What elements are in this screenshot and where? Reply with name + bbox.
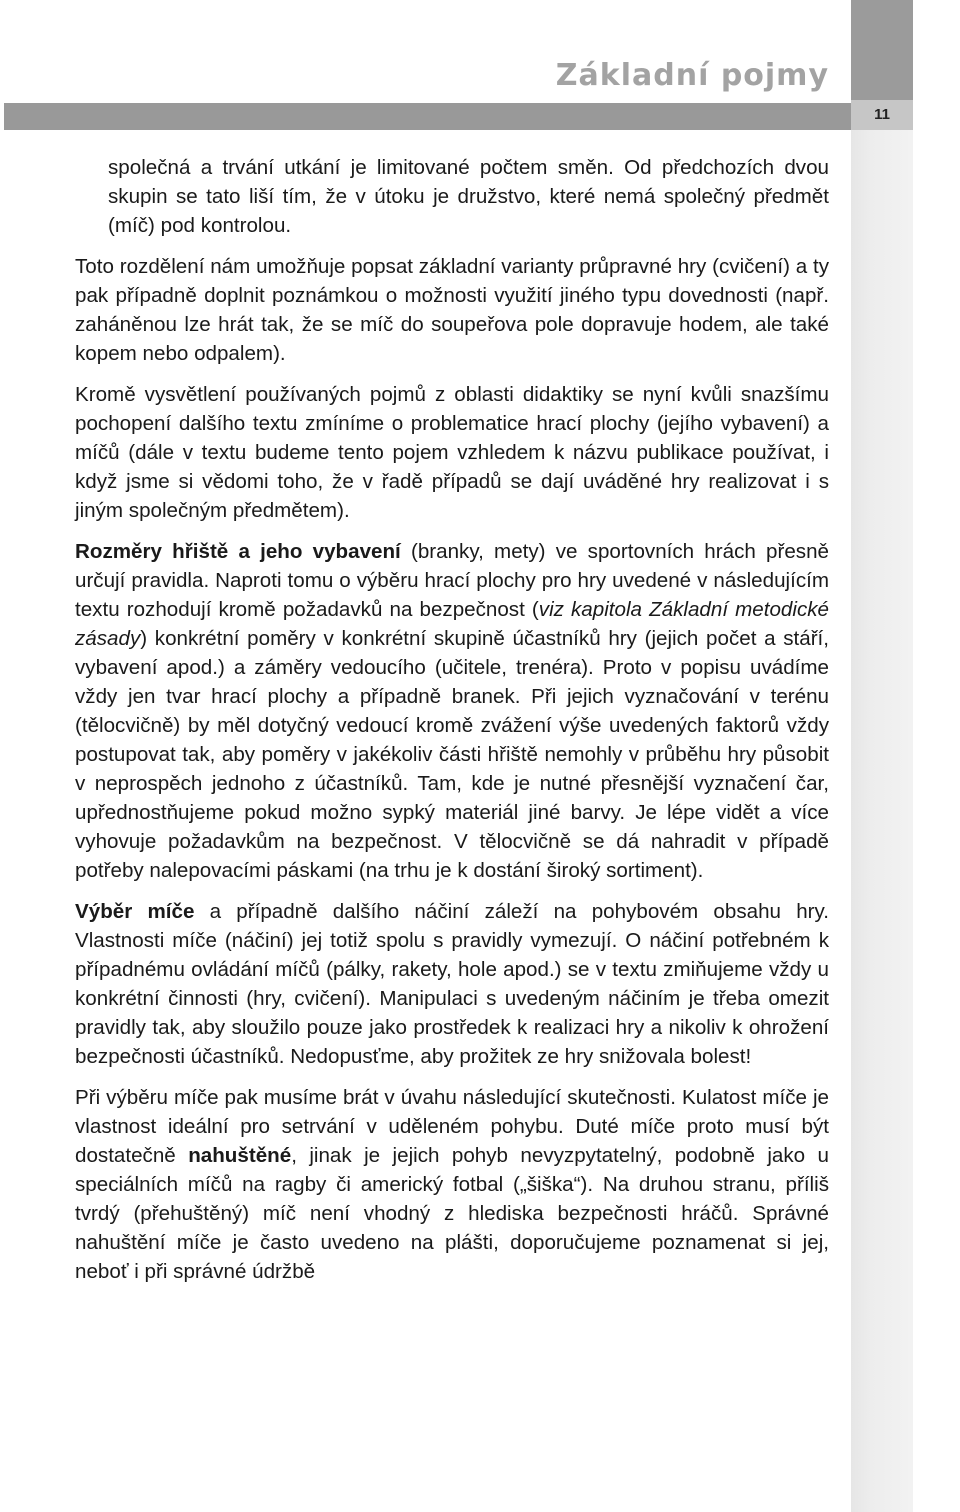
paragraph-continuation: společná a trvání utkání je limitované počtem směn. Od předchozích dvou skupin se tato liší tím, že v útoku je družstvo, které nemá společný předmět (míč) pod kontrolou. (108, 156, 829, 237)
chapter-title: Základní pojmy (555, 58, 829, 93)
paragraph-ball-properties: Při výběru míče pak musíme brát v úvahu následující skutečnosti. Kulatost míče je vlastnost ideální pro setrvání v uděleném pohybu. Duté míče proto musí být dostatečně nahuštěné, jinak je jejich pohyb nevyzpytatelný, podobně jako u speciálních míčů na ragby či americký fotbal („šiška“). Na druhou stranu, příliš tvrdý (přehuštěný) míč není vhodný z hlediska bezpečnosti hráčů. Správné nahuštění míče je často uvedeno na plášti, doporučujeme poznamenat si jej, neboť i při správné údržbě (75, 1086, 830, 1283)
paragraph-classification: Toto rozdělení nám umožňuje popsat základní varianty průpravné hry (cvičení) a ty pak případně doplnit poznámkou o možnosti využití jiného typu dovednosti (např. zaháněnou lze hrát tak, že se míč do soupeřova pole dopravuje hodem, ale také kopem nebo odpalem). (75, 255, 829, 365)
side-tab-strip (851, 0, 913, 1512)
paragraph-ball-selection: Výběr míče a případně dalšího náčiní záleží na pohybovém obsahu hry. Vlastnosti míče (náčiní) jej totiž spolu s pravidly vymezují. O náčiní potřebném k případnému ovládání míčů (pálky, rakety, hole apod.) se v textu zmiňujeme vždy u konkrétní činnosti (hry, cvičení). Manipulaci s uvedeným náčiním je třeba omezit pravidly tak, aby sloužilo pouze jako prostředek k realizaci hry a nikoliv k ohrožení bezpečnosti účastníků. Nedopusťme, aby prožitek ze hry snižovala bolest! (75, 900, 829, 1068)
paragraph-field-dimensions: Rozměry hřiště a jeho vybavení (branky, mety) ve sportovních hrách přesně určují pravidla. Naproti tomu o výběru hrací plochy pro hry uvedené v následujícím textu rozhodují kromě požadavků na bezpečnost (viz kapitola Základní metodické zásady) konkrétní poměry v konkrétní skupině účastníků hry (jejich počet a stáří, vybavení apod.) a záměry vedoucího (učitele, trenéra). Proto v popisu uvádíme vždy jen tvar hrací plochy a případně branek. Při jejich vyznačování v terénu (tělocvičně) by měl dotyčný vedoucí kromě zvážení výše uvedených faktorů vždy postupovat tak, aby poměry v jakékoliv části hřiště nemohly v průběhu hry působit v neprospěch jednoho z účastníků. Tam, kde je nutné přesnější vyznačení čar, upřednostňujeme pokud možno sypký materiál jiné barvy. Je lépe vidět a více vyhovuje požadavkům na bezpečnost. V tělocvičně se dá nahradit v případě potřeby nalepovacími páskami (na trhu je k dostání široký sortiment). (75, 540, 829, 882)
chapter-reference: viz kapitola Základní metodické zásady (75, 598, 829, 650)
body-text (75, 153, 829, 1298)
paragraph-explanation: Kromě vysvětlení používaných pojmů z oblasti didaktiky se nyní kvůli snazšímu pochopení dalšího textu zmíníme o problematice hrací plochy (jejího vybavení) a míčů (dále v textu budeme tento pojem vzhledem k názvu publikace používat, i když jsme si vědomi toho, že v řadě případů se dají uváděné hry realizovat i s jiným společným předmětem). (75, 383, 829, 522)
term-field-dimensions: Rozměry hřiště a jeho vybavení (75, 540, 401, 563)
header-bar (4, 103, 851, 130)
term-ball-selection: Výběr míče (75, 900, 195, 923)
term-inflated: nahuštěné (188, 1144, 292, 1167)
side-tab-top-block (851, 0, 913, 100)
page-number: 11 (874, 106, 890, 123)
